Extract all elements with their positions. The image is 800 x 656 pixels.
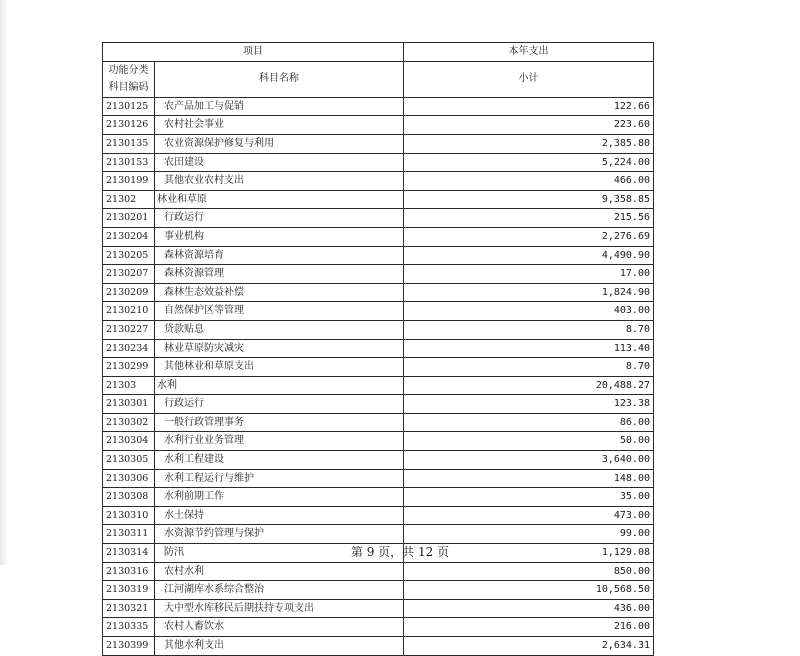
table-row <box>103 283 654 302</box>
scan-page-edge <box>0 0 8 565</box>
table-row <box>103 581 654 600</box>
row-code: 2130314 <box>103 544 155 563</box>
row-amount: 17.00 <box>404 265 654 284</box>
table-row <box>103 488 654 507</box>
header-row-top <box>103 43 654 62</box>
row-amount: 466.00 <box>404 172 654 191</box>
row-name: 防汛 <box>155 544 404 563</box>
row-amount: 10,568.50 <box>404 581 654 600</box>
row-amount: 473.00 <box>404 506 654 525</box>
table-row <box>103 413 654 432</box>
row-code: 21302 <box>103 190 155 209</box>
page-number: 第 9 页，共 12 页 <box>350 545 450 559</box>
row-name: 水利 <box>155 376 404 395</box>
row-code: 2130125 <box>103 97 155 116</box>
table-row <box>103 637 654 656</box>
row-name: 水利行业业务管理 <box>155 432 404 451</box>
table-row <box>103 395 654 414</box>
row-name: 水利前期工作 <box>155 488 404 507</box>
table-row <box>103 358 654 377</box>
row-name: 林业草原防灾减灾 <box>155 339 404 358</box>
row-name: 森林资源培育 <box>155 246 404 265</box>
row-code: 2130308 <box>103 488 155 507</box>
row-amount: 20,488.27 <box>404 376 654 395</box>
row-code: 2130199 <box>103 172 155 191</box>
row-amount: 403.00 <box>404 302 654 321</box>
row-name: 大中型水库移民后期扶持专项支出 <box>155 599 404 618</box>
header-item: 项目 <box>103 43 404 62</box>
row-name: 事业机构 <box>155 227 404 246</box>
row-amount: 35.00 <box>404 488 654 507</box>
row-code: 2130306 <box>103 469 155 488</box>
row-name: 其他水利支出 <box>155 637 404 656</box>
row-name: 行政运行 <box>155 209 404 228</box>
row-code: 2130301 <box>103 395 155 414</box>
row-name: 自然保护区等管理 <box>155 302 404 321</box>
table-row <box>103 451 654 470</box>
row-code: 2130227 <box>103 320 155 339</box>
row-name: 其他林业和草原支出 <box>155 358 404 377</box>
row-code: 21303 <box>103 376 155 395</box>
row-amount: 113.40 <box>404 339 654 358</box>
table-row <box>103 246 654 265</box>
table-row <box>103 153 654 172</box>
table-row <box>103 134 654 153</box>
row-code: 2130126 <box>103 116 155 135</box>
row-amount: 148.00 <box>404 469 654 488</box>
row-code: 2130201 <box>103 209 155 228</box>
row-name: 农村水利 <box>155 562 404 581</box>
row-amount: 2,634.31 <box>404 637 654 656</box>
table-row <box>103 172 654 191</box>
header-row-sub <box>103 61 654 97</box>
row-amount: 216.00 <box>404 618 654 637</box>
row-code: 2130207 <box>103 265 155 284</box>
row-code: 2130311 <box>103 525 155 544</box>
header-subtotal-label: 小计 <box>404 61 654 97</box>
row-name: 行政运行 <box>155 395 404 414</box>
row-amount: 223.60 <box>404 116 654 135</box>
row-amount: 2,385.80 <box>404 134 654 153</box>
row-code: 2130321 <box>103 599 155 618</box>
header-name-label: 科目名称 <box>155 61 404 97</box>
row-code: 2130209 <box>103 283 155 302</box>
header-expenditure: 本年支出 <box>404 43 654 62</box>
row-amount: 436.00 <box>404 599 654 618</box>
row-amount: 8.70 <box>404 358 654 377</box>
table-row <box>103 209 654 228</box>
row-code: 2130205 <box>103 246 155 265</box>
table-row <box>103 432 654 451</box>
row-amount: 123.38 <box>404 395 654 414</box>
row-name: 水利工程运行与维护 <box>155 469 404 488</box>
row-amount: 50.00 <box>404 432 654 451</box>
row-amount: 4,490.90 <box>404 246 654 265</box>
row-code: 2130234 <box>103 339 155 358</box>
row-amount: 99.00 <box>404 525 654 544</box>
table-row <box>103 265 654 284</box>
row-code: 2130319 <box>103 581 155 600</box>
row-name: 农业资源保护修复与利用 <box>155 134 404 153</box>
row-code: 2130335 <box>103 618 155 637</box>
row-code: 2130299 <box>103 358 155 377</box>
table-row <box>103 190 654 209</box>
table-row <box>103 116 654 135</box>
row-name: 森林生态效益补偿 <box>155 283 404 302</box>
row-amount: 122.66 <box>404 97 654 116</box>
row-amount: 1,129.08 <box>404 544 654 563</box>
table-row <box>103 302 654 321</box>
row-name: 江河湖库水系综合整治 <box>155 581 404 600</box>
table-row <box>103 525 654 544</box>
row-name: 贷款贴息 <box>155 320 404 339</box>
row-code: 2130135 <box>103 134 155 153</box>
row-name: 一般行政管理事务 <box>155 413 404 432</box>
table-row <box>103 227 654 246</box>
row-name: 水资源节约管理与保护 <box>155 525 404 544</box>
row-amount: 86.00 <box>404 413 654 432</box>
row-amount: 8.70 <box>404 320 654 339</box>
header-code-label: 功能分类科目编码 <box>103 61 155 97</box>
row-name: 林业和草原 <box>155 190 404 209</box>
row-name: 农村社会事业 <box>155 116 404 135</box>
row-name: 水利工程建设 <box>155 451 404 470</box>
row-code: 2130302 <box>103 413 155 432</box>
table-row <box>103 339 654 358</box>
table-row <box>103 320 654 339</box>
row-name: 农村人畜饮水 <box>155 618 404 637</box>
row-name: 其他农业农村支出 <box>155 172 404 191</box>
table-row <box>103 376 654 395</box>
row-code: 2130153 <box>103 153 155 172</box>
row-amount: 5,224.00 <box>404 153 654 172</box>
table-row <box>103 469 654 488</box>
row-amount: 9,358.85 <box>404 190 654 209</box>
row-amount: 850.00 <box>404 562 654 581</box>
table-row <box>103 599 654 618</box>
row-code: 2130399 <box>103 637 155 656</box>
table-row <box>103 506 654 525</box>
budget-table <box>102 42 654 656</box>
table-row <box>103 97 654 116</box>
row-name: 农田建设 <box>155 153 404 172</box>
row-amount: 2,276.69 <box>404 227 654 246</box>
row-amount: 215.56 <box>404 209 654 228</box>
row-amount: 1,824.90 <box>404 283 654 302</box>
row-name: 水土保持 <box>155 506 404 525</box>
table-body <box>103 97 654 655</box>
row-code: 2130204 <box>103 227 155 246</box>
row-code: 2130316 <box>103 562 155 581</box>
row-code: 2130210 <box>103 302 155 321</box>
row-amount: 3,640.00 <box>404 451 654 470</box>
row-code: 2130304 <box>103 432 155 451</box>
table-row <box>103 618 654 637</box>
row-code: 2130310 <box>103 506 155 525</box>
row-code: 2130305 <box>103 451 155 470</box>
row-name: 农产品加工与促销 <box>155 97 404 116</box>
row-name: 森林资源管理 <box>155 265 404 284</box>
